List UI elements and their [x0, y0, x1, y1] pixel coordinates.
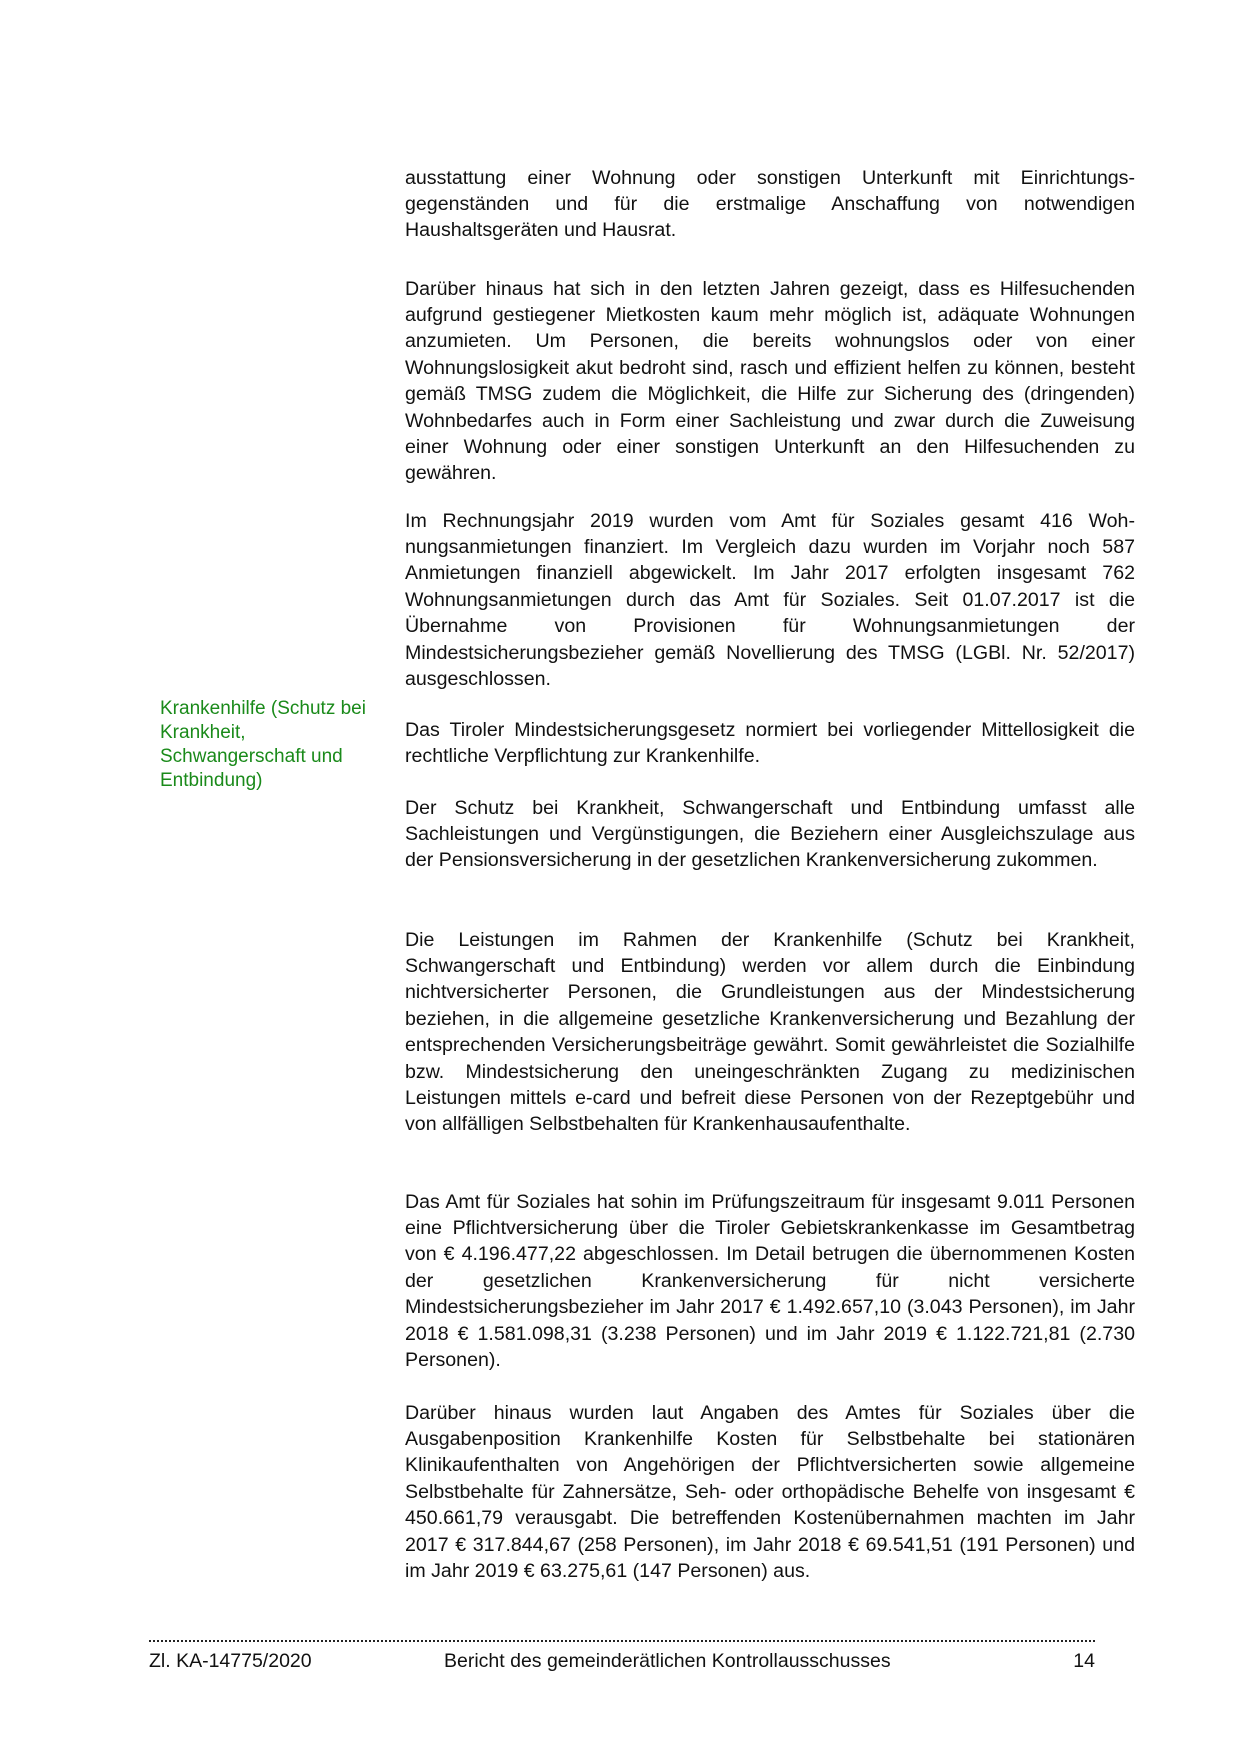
page-number: 14: [1073, 1650, 1095, 1672]
side-note-krankenhilfe: Krankenhilfe (Schutz bei Krankheit, Schwangerschaft und Entbindung): [160, 698, 366, 791]
paragraph-housing-rentals: Im Rechnungsjahr 2019 wurden vom Amt für Soziales gesamt 416 Wohnungsanmietungen finanziert. Im Vergleich dazu wurden im Vorjahr noch 587 Anmietungen finanziell abgewickelt. Im Jahr 2017 erfolgten insgesamt 762 Wohnungsanmietungen durch das Amt für Soziales. Seit 01.07.2017 ist die Übernahme von Provisionen für Wohnungsanmietungen der Mindestsicherungsbezieher gemäß Novellierung des TMSG (LGBl. Nr. 52/2017) ausgeschlossen.: [405, 509, 1135, 691]
paragraph-housing-aid: Darüber hinaus hat sich in den letzten Jahren gezeigt, dass es Hilfesuchenden aufgrund gestiegener Mietkosten kaum mehr möglich ist, adäquate Wohnungen anzumieten. Um Personen, die bereits wohnungslos oder von einer Wohnungslosigkeit akut bedroht sind, rasch und effizient helfen zu können, besteht gemäß TMSG zudem die Möglichkeit, die Hilfe zur Sicherung des (dringenden) Wohnbedarfes auch in Form einer Sachleistung und zwar durch die Zuweisung einer Wohnung oder einer sonstigen Unterkunft an den Hilfesuchenden zu gewähren.: [405, 277, 1135, 485]
page-footer: [149, 1648, 1095, 1674]
paragraph-deductible-costs: Darüber hinaus wurden laut Angaben des Amtes für Soziales über die Ausgabenposition Krankenhilfe Kosten für Selbstbehalte bei stationären Klinikaufenthalten von Angehörigen der Pflichtversicherten sowie allgemeine Selbstbehalte für Zahnersätze, Seh- oder orthopädische Behelfe von insgesamt € 450.661,79 verausgabt. Die betreffenden Kostenübernahmen machten im Jahr 2017 € 317.844,67 (258 Personen), im Jahr 2018 € 69.541,51 (191 Personen) und im Jahr 2019 € 63.275,61 (147 Personen) aus.: [405, 1401, 1135, 1583]
paragraph-krankenhilfe-law: Das Tiroler Mindestsicherungsgesetz normiert bei vorliegender Mittellosigkeit die rechtliche Verpflichtung zur Krankenhilfe.: [405, 718, 1135, 767]
footer-reference: Zl. KA-14775/2020: [149, 1650, 312, 1672]
paragraph-household-furnishing: ausstattung einer Wohnung oder sonstigen Unterkunft mit Einrichtungsgegenständen und für die erstmalige Anschaffung von notwendigen Haushaltsgeräten und Hausrat.: [405, 166, 1135, 242]
paragraph-services-description: Die Leistungen im Rahmen der Krankenhilfe (Schutz bei Krankheit, Schwangerschaft und Entbindung) werden vor allem durch die Einbindung nichtversicherter Personen, die Grundleistungen aus der Mindestsicherung beziehen, in die allgemeine gesetzliche Krankenversicherung und Bezahlung der entsprechenden Versicherungsbeiträge gewährt. Somit gewährleistet die Sozialhilfe bzw. Mindestsicherung den uneingeschränkten Zugang zu medizinischen Leistungen mittels e-card und befreit diese Personen von der Rezeptgebühr und von allfälligen Selbstbehalten für Krankenhausaufenthalte.: [405, 928, 1135, 1136]
paragraph-insurance-costs: Das Amt für Soziales hat sohin im Prüfungszeitraum für insgesamt 9.011 Personen eine Pflichtversicherung über die Tiroler Gebietskrankenkasse im Gesamtbetrag von € 4.196.477,22 abgeschlossen. Im Detail betrugen die übernommenen Kosten der gesetzlichen Krankenversicherung für nicht versicherte Mindestsicherungsbezieher im Jahr 2017 € 1.492.657,10 (3.043 Personen), im Jahr 2018 € 1.581.098,31 (3.238 Personen) und im Jahr 2019 € 1.122.721,81 (2.730 Personen).: [405, 1190, 1135, 1372]
footer-dotted-rule: [149, 1640, 1095, 1642]
paragraph-protection-scope: Der Schutz bei Krankheit, Schwangerschaft und Entbindung umfasst alle Sachleistungen und Vergünstigungen, die Beziehern einer Ausgleichszulage aus der Pensionsversicherung in der gesetzlichen Krankenversicherung zukommen.: [405, 796, 1135, 872]
footer-title: Bericht des gemeinderätlichen Kontrollausschusses: [444, 1650, 891, 1672]
